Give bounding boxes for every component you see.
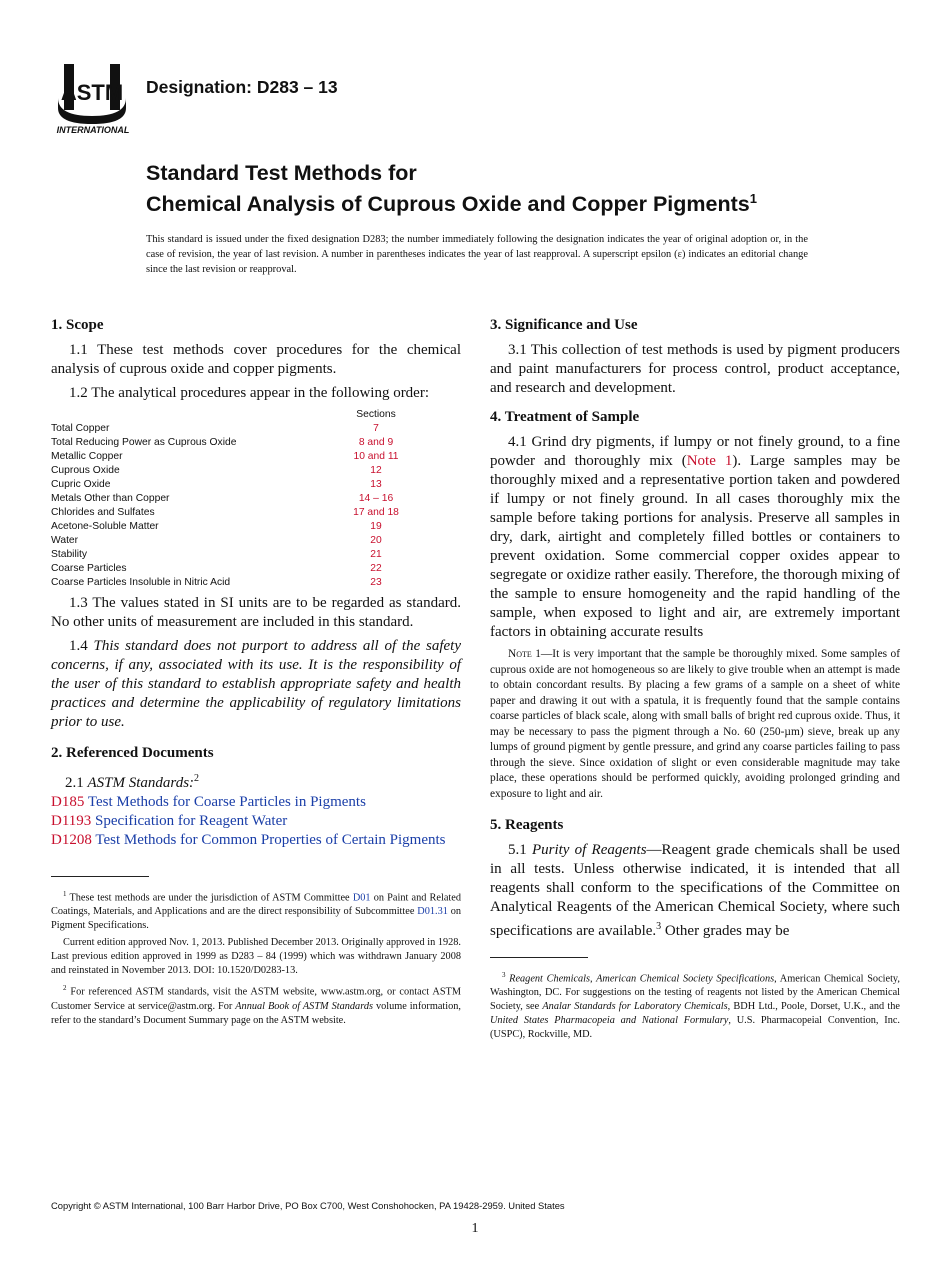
para-5-1-sup[interactable]: 3	[656, 921, 662, 932]
title-line-2	[146, 186, 757, 217]
fn3-num: 3	[502, 971, 506, 979]
para-2-1-label: ASTM Standards:	[87, 775, 195, 791]
sections-row	[51, 492, 461, 506]
section-ref-link[interactable]: 13	[370, 479, 382, 490]
note-1	[490, 647, 900, 802]
reference-title-link[interactable]: Specification for Reagent Water	[95, 813, 288, 829]
footnote-edition: Current edition approved Nov. 1, 2013. Published December 2013. Originally approved in 1928. Last previous edition approved in 1999 as D283 – 84 (1999) which was withdrawn January 2008 and reinstated in November 2013. DOI: 10.1520/D0283-13.	[51, 937, 461, 977]
section-1-heading: 1. Scope	[51, 317, 104, 333]
para-5-1	[490, 841, 900, 941]
fn1-b: on Paint and Related Coatings, Materials, and Applications and are the direct responsibility of Subcommittee	[51, 892, 461, 918]
reference-title-link[interactable]: Test Methods for Coarse Particles in Pigments	[87, 794, 366, 810]
section-ref-link[interactable]: 22	[370, 563, 382, 574]
committee-d01-link[interactable]: D01	[352, 892, 371, 904]
section-name: Acetone-Soluble Matter	[51, 521, 159, 532]
subcommittee-d01-31-link[interactable]: D01.31	[417, 906, 448, 918]
sections-row	[51, 534, 461, 548]
section-name: Metals Other than Copper	[51, 493, 170, 504]
fn2-italic: Annual Book of ASTM Standards	[235, 1000, 373, 1012]
fn3-italic1: Reagent Chemicals, American Chemical Society Specifications	[509, 973, 775, 985]
designation: Designation: D283 – 13	[146, 77, 338, 97]
section-ref-link[interactable]: 23	[370, 577, 382, 588]
sections-row	[51, 478, 461, 492]
section-4-heading: 4. Treatment of Sample	[490, 409, 640, 425]
sections-row	[51, 436, 461, 450]
preamble: This standard is issued under the fixed designation D283; the number immediately following the designation indicates the year of original adoption or, in the case of revision, the year of last revision. A number in parentheses indicates the year of last reapproval. A superscript epsilon (ε) indicates an editorial change since the last revision or reapproval.	[146, 234, 808, 275]
note-1-link[interactable]: Note 1	[686, 453, 733, 469]
sections-row	[51, 520, 461, 534]
reference-code-link[interactable]: D185	[51, 794, 85, 810]
section-ref-link[interactable]: 14 – 16	[358, 493, 394, 504]
footnote-divider	[51, 876, 149, 877]
para-2-1-num: 2.1	[65, 775, 84, 791]
para-5-1-num: 5.1	[508, 842, 527, 858]
section-name: Coarse Particles Insoluble in Nitric Acid	[51, 577, 231, 588]
footnote-3	[490, 968, 900, 1042]
para-2-1-sup[interactable]: 2	[194, 773, 200, 784]
referenced-document[interactable]	[51, 793, 461, 812]
fn3-italic2: Analar Standards for Laboratory Chemicals	[542, 1001, 728, 1013]
sections-row	[51, 576, 461, 590]
section-name: Coarse Particles	[51, 563, 127, 574]
fn3-c: , U.S. Pharmacopeial Convention, Inc. (USPC), Rockville, MD.	[490, 1015, 900, 1041]
para-5-1-tail: Other grades may be	[664, 923, 790, 939]
para-2-1	[51, 769, 461, 793]
section-ref-link[interactable]: 17 and 18	[353, 507, 399, 518]
section-name: Metallic Copper	[51, 451, 123, 462]
fn3-b: , BDH Ltd., Poole, Dorset, U.K., and the	[727, 1001, 900, 1013]
referenced-document[interactable]	[51, 831, 461, 850]
note-1-text: 1—It is very important that the sample be thoroughly mixed. Some samples of cuprous oxide are not homogeneous so are likely to give trouble when an attempt is made to obtain concordant results. By placing a few grams of a sample on a sheet of white paper and drawing it out with a spatula, it is frequently found that the sample contains coarse particles of black scale, along with small balls of bright red cuprous oxide. Thus, it may be necessary to pass the pigment through a No. 60 (250-µm) sieve, break up any lumps of ground pigment by gentle pressure, and grind any coarse particles failing to pass through the sieve. Since oxidation of slight or even considerable magnitude may take place, these operations should be performed quickly, avoiding prolonged grinding and exposure to light and air.	[490, 648, 900, 800]
section-ref-link[interactable]: 7	[373, 423, 379, 434]
section-ref-link[interactable]: 21	[370, 549, 382, 560]
para-4-1-a: 4.1 Grind dry pigments, if lumpy or not finely ground, to a fine powder and thoroughly mix (	[490, 434, 900, 469]
footnote-2	[51, 981, 461, 1027]
note-1-label: Note	[508, 648, 532, 660]
section-3-heading: 3. Significance and Use	[490, 317, 638, 333]
document-title	[146, 160, 757, 217]
sections-rows	[51, 422, 461, 590]
para-1-3: 1.3 The values stated in SI units are to be regarded as standard. No other units of measurement are included in this standard.	[51, 595, 461, 630]
fn2-b: volume information, refer to the standard’s Document Summary page on the ASTM website.	[51, 1000, 461, 1026]
sections-header: Sections	[356, 409, 396, 420]
section-ref-link[interactable]: 20	[370, 535, 382, 546]
sections-row	[51, 548, 461, 562]
section-name: Total Copper	[51, 423, 110, 434]
fn1-c: on Pigment Specifications.	[51, 906, 461, 932]
section-name: Water	[51, 535, 79, 546]
section-5-heading: 5. Reagents	[490, 817, 564, 833]
section-name: Total Reducing Power as Cuprous Oxide	[51, 437, 237, 448]
sections-row	[51, 450, 461, 464]
right-column	[490, 316, 900, 1045]
section-ref-link[interactable]: 10 and 11	[353, 451, 399, 462]
section-name: Cupric Oxide	[51, 479, 111, 490]
logo-text: ASTM	[60, 80, 124, 105]
reference-code-link[interactable]: D1208	[51, 832, 92, 848]
para-5-1-text: —Reagent grade chemicals shall be used in all tests. Unless otherwise indicated, it is intended that all reagents shall conform to the specifications of the Committee on Analytical Reagents of the American Chemical Society, where such specifications are available.	[490, 842, 900, 939]
title-footnote-ref[interactable]: 1	[749, 191, 757, 206]
para-1-2: 1.2 The analytical procedures appear in the following order:	[69, 385, 430, 401]
footnote-divider-right	[490, 957, 588, 958]
reference-code-link[interactable]: D1193	[51, 813, 92, 829]
title-line-1: Standard Test Methods for	[146, 161, 417, 185]
fn3-a: , American Chemical Society, Washington, DC. For suggestions on the testing of reagents not listed by the American Chemical Society, see	[490, 973, 900, 1013]
sections-table	[51, 408, 461, 590]
referenced-documents-list	[51, 793, 461, 850]
astm-logo	[52, 58, 134, 136]
fn3-italic3: United States Pharmacopeia and National Formulary	[490, 1015, 729, 1027]
section-ref-link[interactable]: 19	[370, 521, 382, 532]
para-1-4: 1.4 This standard does not purport to address all of the safety concerns, if any, associated with its use. It is the responsibility of the user of this standard to establish appropriate safety and health practices and determine the applicability of regulatory limitations prior to use.	[51, 638, 462, 730]
title-line-2-text: Chemical Analysis of Cuprous Oxide and Copper Pigments	[146, 192, 750, 217]
fn1-a: These test methods are under the jurisdiction of ASTM Committee	[69, 892, 350, 904]
section-name: Stability	[51, 549, 88, 560]
fn2-num: 2	[63, 984, 67, 993]
footnote-1	[51, 887, 461, 933]
section-ref-link[interactable]: 12	[370, 465, 382, 476]
para-4-1	[490, 433, 900, 642]
left-column	[51, 316, 461, 1031]
section-name: Chlorides and Sulfates	[51, 507, 155, 518]
fn2-a: For referenced ASTM standards, visit the ASTM website, www.astm.org, or contact ASTM Customer Service at service@astm.org. For	[51, 986, 462, 1012]
section-2-heading: 2. Referenced Documents	[51, 745, 214, 761]
section-name: Cuprous Oxide	[51, 465, 120, 476]
section-ref-link[interactable]: 8 and 9	[358, 437, 394, 448]
para-5-1-italic: Purity of Reagents	[531, 842, 647, 858]
para-1-1: 1.1 These test methods cover procedures for the chemical analysis of cuprous oxide and copper pigments.	[51, 342, 461, 377]
reference-title-link[interactable]: Test Methods for Common Properties of Certain Pigments	[95, 832, 446, 848]
para-3-1: 3.1 This collection of test methods is used by pigment producers and paint manufacturers for process control, product acceptance, and research and development.	[490, 342, 900, 396]
para-1-4-text: This standard does not purport to address all of the safety concerns, if any, associated with its use. It is the responsibility of the user of this standard to establish appropriate safety and health practices and determine the applicability of regulatory limitations prior to use.	[51, 638, 462, 730]
sections-row	[51, 422, 461, 436]
sections-row	[51, 562, 461, 576]
referenced-document[interactable]	[51, 812, 461, 831]
fn1-num: 1	[63, 890, 67, 898]
sections-row	[51, 464, 461, 478]
copyright: Copyright © ASTM International, 100 Barr Harbor Drive, PO Box C700, West Conshohocken, PA 19428-2959. United States	[51, 1200, 565, 1211]
sections-row	[51, 506, 461, 520]
page-number: 1	[471, 1221, 479, 1236]
logo-subtext: INTERNATIONAL	[56, 125, 130, 135]
para-4-1-b: ). Large samples may be thoroughly mixed and a representative portion taken and powdered if lumpy or not finely ground. In all cases thoroughly mix the sample before taking portions for analysis. Preserve all samples in dry, dark, airtight and completely filled bottles or containers to prevent oxidation. Some commercial copper oxides appear to segregate or oxidize rather easily. Therefore, the thorough mixing of the sample to ensure homogeneity and the rapid handling of the sample, when exposed to light and air, are extremely important factors in obtaining accurate results	[490, 453, 900, 640]
